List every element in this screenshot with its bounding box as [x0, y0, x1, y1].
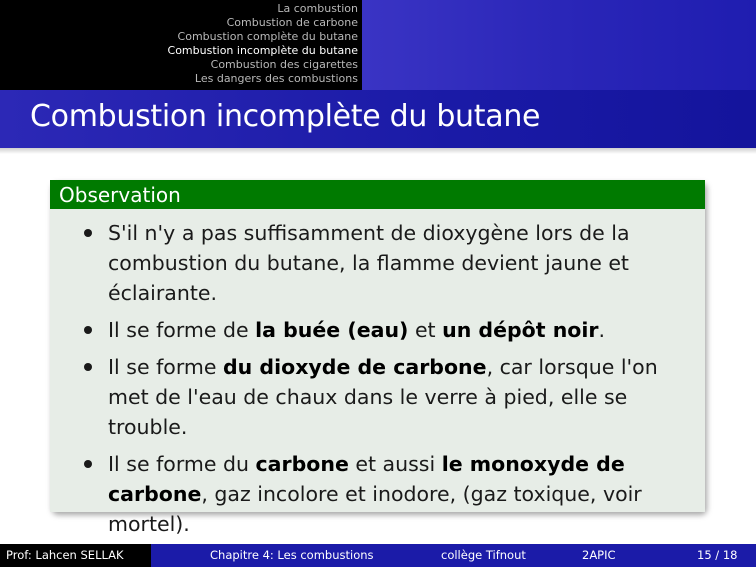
nav-item-combustion-complete-butane[interactable]: Combustion complète du butane [177, 30, 358, 43]
footer-school: collège Tifnout [441, 548, 526, 562]
item-text: et [408, 318, 443, 342]
frame-title-bar [0, 90, 756, 148]
item-text: Il se forme [108, 355, 223, 379]
item-text: Il se forme du [108, 452, 256, 476]
bold-term: le monoxyde de carbone [108, 452, 625, 506]
frame-title: Combustion incomplète du butane [30, 99, 541, 134]
nav-item-combustion-cigarettes[interactable]: Combustion des cigarettes [210, 58, 358, 71]
footer-bar [0, 544, 756, 567]
block-title: Observation [59, 183, 181, 207]
observation-item [50, 315, 705, 345]
nav-item-la-combustion[interactable]: La combustion [277, 2, 358, 15]
item-text: . [598, 318, 606, 342]
footer-chapter: Chapitre 4: Les combustions [210, 548, 374, 562]
title-shadow [0, 148, 756, 154]
header-nav-panel [0, 0, 362, 90]
bullet-icon [84, 363, 92, 371]
footer-author: Prof: Lahcen SELLAK [6, 548, 124, 562]
observation-item [50, 449, 705, 539]
item-text: , gaz incolore et inodore, (gaz toxique, voir mortel). [108, 482, 642, 536]
item-text: et aussi [348, 452, 442, 476]
bullet-icon [84, 229, 92, 237]
bold-term: carbone [255, 452, 349, 476]
footer-level: 2APIC [582, 548, 616, 562]
block-body [50, 209, 705, 536]
observation-item [50, 352, 705, 442]
observation-block [50, 180, 705, 536]
section-navigation [168, 2, 358, 86]
nav-item-combustion-de-carbone[interactable]: Combustion de carbone [226, 16, 358, 29]
bold-term: du dioxyde de carbone [223, 355, 487, 379]
bold-term: la buée (eau) [255, 318, 409, 342]
observation-item [50, 218, 705, 308]
block-title-bar [50, 180, 705, 209]
bullet-icon [84, 460, 92, 468]
observation-list [50, 218, 705, 546]
bold-term: un dépôt noir [442, 318, 599, 342]
nav-item-dangers-combustions[interactable]: Les dangers des combustions [194, 72, 358, 85]
header-decoration [362, 0, 756, 90]
item-text: Il se forme de [108, 318, 256, 342]
footer-page-number: 15 / 18 [697, 548, 738, 562]
nav-item-combustion-incomplete-butane[interactable]: Combustion incomplète du butane [167, 44, 358, 57]
item-text: , car lorsque l'on met de l'eau de chaux dans le verre à pied, elle se trouble. [108, 355, 658, 439]
bullet-icon [84, 326, 92, 334]
item-text: S'il n'y a pas suffisamment de dioxygène lors de la combustion du butane, la flamme devient jaune et éclairante. [108, 221, 630, 305]
